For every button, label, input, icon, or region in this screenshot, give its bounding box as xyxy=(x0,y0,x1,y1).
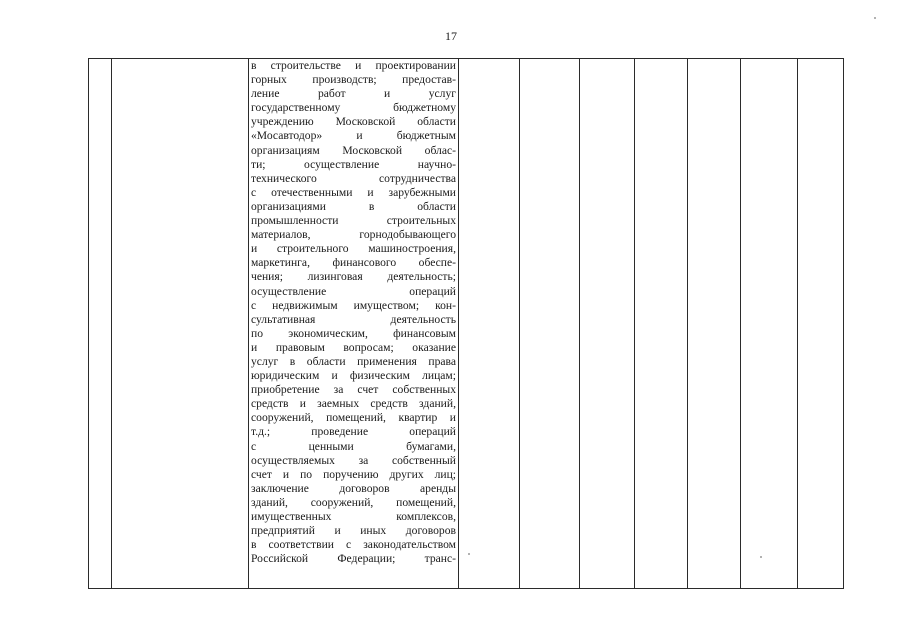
description-line: с ценными бумагами, xyxy=(251,439,456,453)
description-line: приобретение за счет собственных xyxy=(251,383,456,397)
page-number: 17 xyxy=(445,29,457,43)
description-line: сультативная деятельность xyxy=(251,312,456,326)
description-line: сооружений, помещений, квартир и xyxy=(251,411,456,425)
table-cell-activity-description xyxy=(249,59,459,589)
table-cell-empty xyxy=(580,59,635,589)
description-line: счет и по поручению других лиц; xyxy=(251,467,456,481)
description-line: осуществляемых за собственный xyxy=(251,453,456,467)
description-line: организациями в области xyxy=(251,199,456,213)
description-line: организациям Московской облас- xyxy=(251,143,456,157)
description-line: предприятий и иных договоров xyxy=(251,524,456,538)
description-line: услуг в области применения права xyxy=(251,354,456,368)
description-line: в соответствии с законодательством xyxy=(251,538,456,552)
description-line: Российской Федерации; транс- xyxy=(251,552,456,566)
scan-speck xyxy=(760,556,762,558)
table-cell-empty xyxy=(741,59,798,589)
description-line: ление работ и услуг xyxy=(251,87,456,101)
description-line: материалов, горнодобывающего xyxy=(251,228,456,242)
description-line: и правовым вопросам; оказание xyxy=(251,340,456,354)
table-cell-empty xyxy=(688,59,741,589)
description-line: в строительстве и проектировании xyxy=(251,59,456,72)
description-line: юридическим и физическим лицам; xyxy=(251,369,456,383)
description-line: маркетинга, финансового обеспе- xyxy=(251,256,456,270)
table-cell-empty xyxy=(459,59,520,589)
table-row xyxy=(89,59,844,589)
description-line: технического сотрудничества xyxy=(251,171,456,185)
registry-table xyxy=(88,58,844,589)
description-line: т.д.; проведение операций xyxy=(251,425,456,439)
table-cell-empty xyxy=(798,59,844,589)
description-line: учреждению Московской области xyxy=(251,115,456,129)
table-cell-empty xyxy=(635,59,688,589)
description-line: «Мосавтодор» и бюджетным xyxy=(251,129,456,143)
description-line: с отечественными и зарубежными xyxy=(251,185,456,199)
table-cell-name xyxy=(112,59,249,589)
description-line: горных производств; предостав- xyxy=(251,73,456,87)
description-line: имущественных комплексов, xyxy=(251,510,456,523)
table-cell-empty xyxy=(520,59,580,589)
description-line: по экономическим, финансовым xyxy=(251,326,456,340)
description-line: чения; лизинговая деятельность; xyxy=(251,270,456,284)
description-line: ти; осуществление научно- xyxy=(251,157,456,171)
description-line: осуществление операций xyxy=(251,284,456,298)
description-line: зданий, сооружений, помещений, xyxy=(251,495,456,509)
description-line: и строительного машиностроения, xyxy=(251,242,456,256)
scan-speck xyxy=(874,17,876,19)
description-line: заключение договоров аренды xyxy=(251,481,456,495)
description-line: с недвижимым имуществом; кон- xyxy=(251,298,456,312)
description-line: промышленности строительных xyxy=(251,214,456,228)
scan-speck xyxy=(468,553,470,555)
description-line: средств и заемных средств зданий, xyxy=(251,397,456,411)
table-cell-number xyxy=(89,59,112,589)
description-line: государственному бюджетному xyxy=(251,101,456,115)
